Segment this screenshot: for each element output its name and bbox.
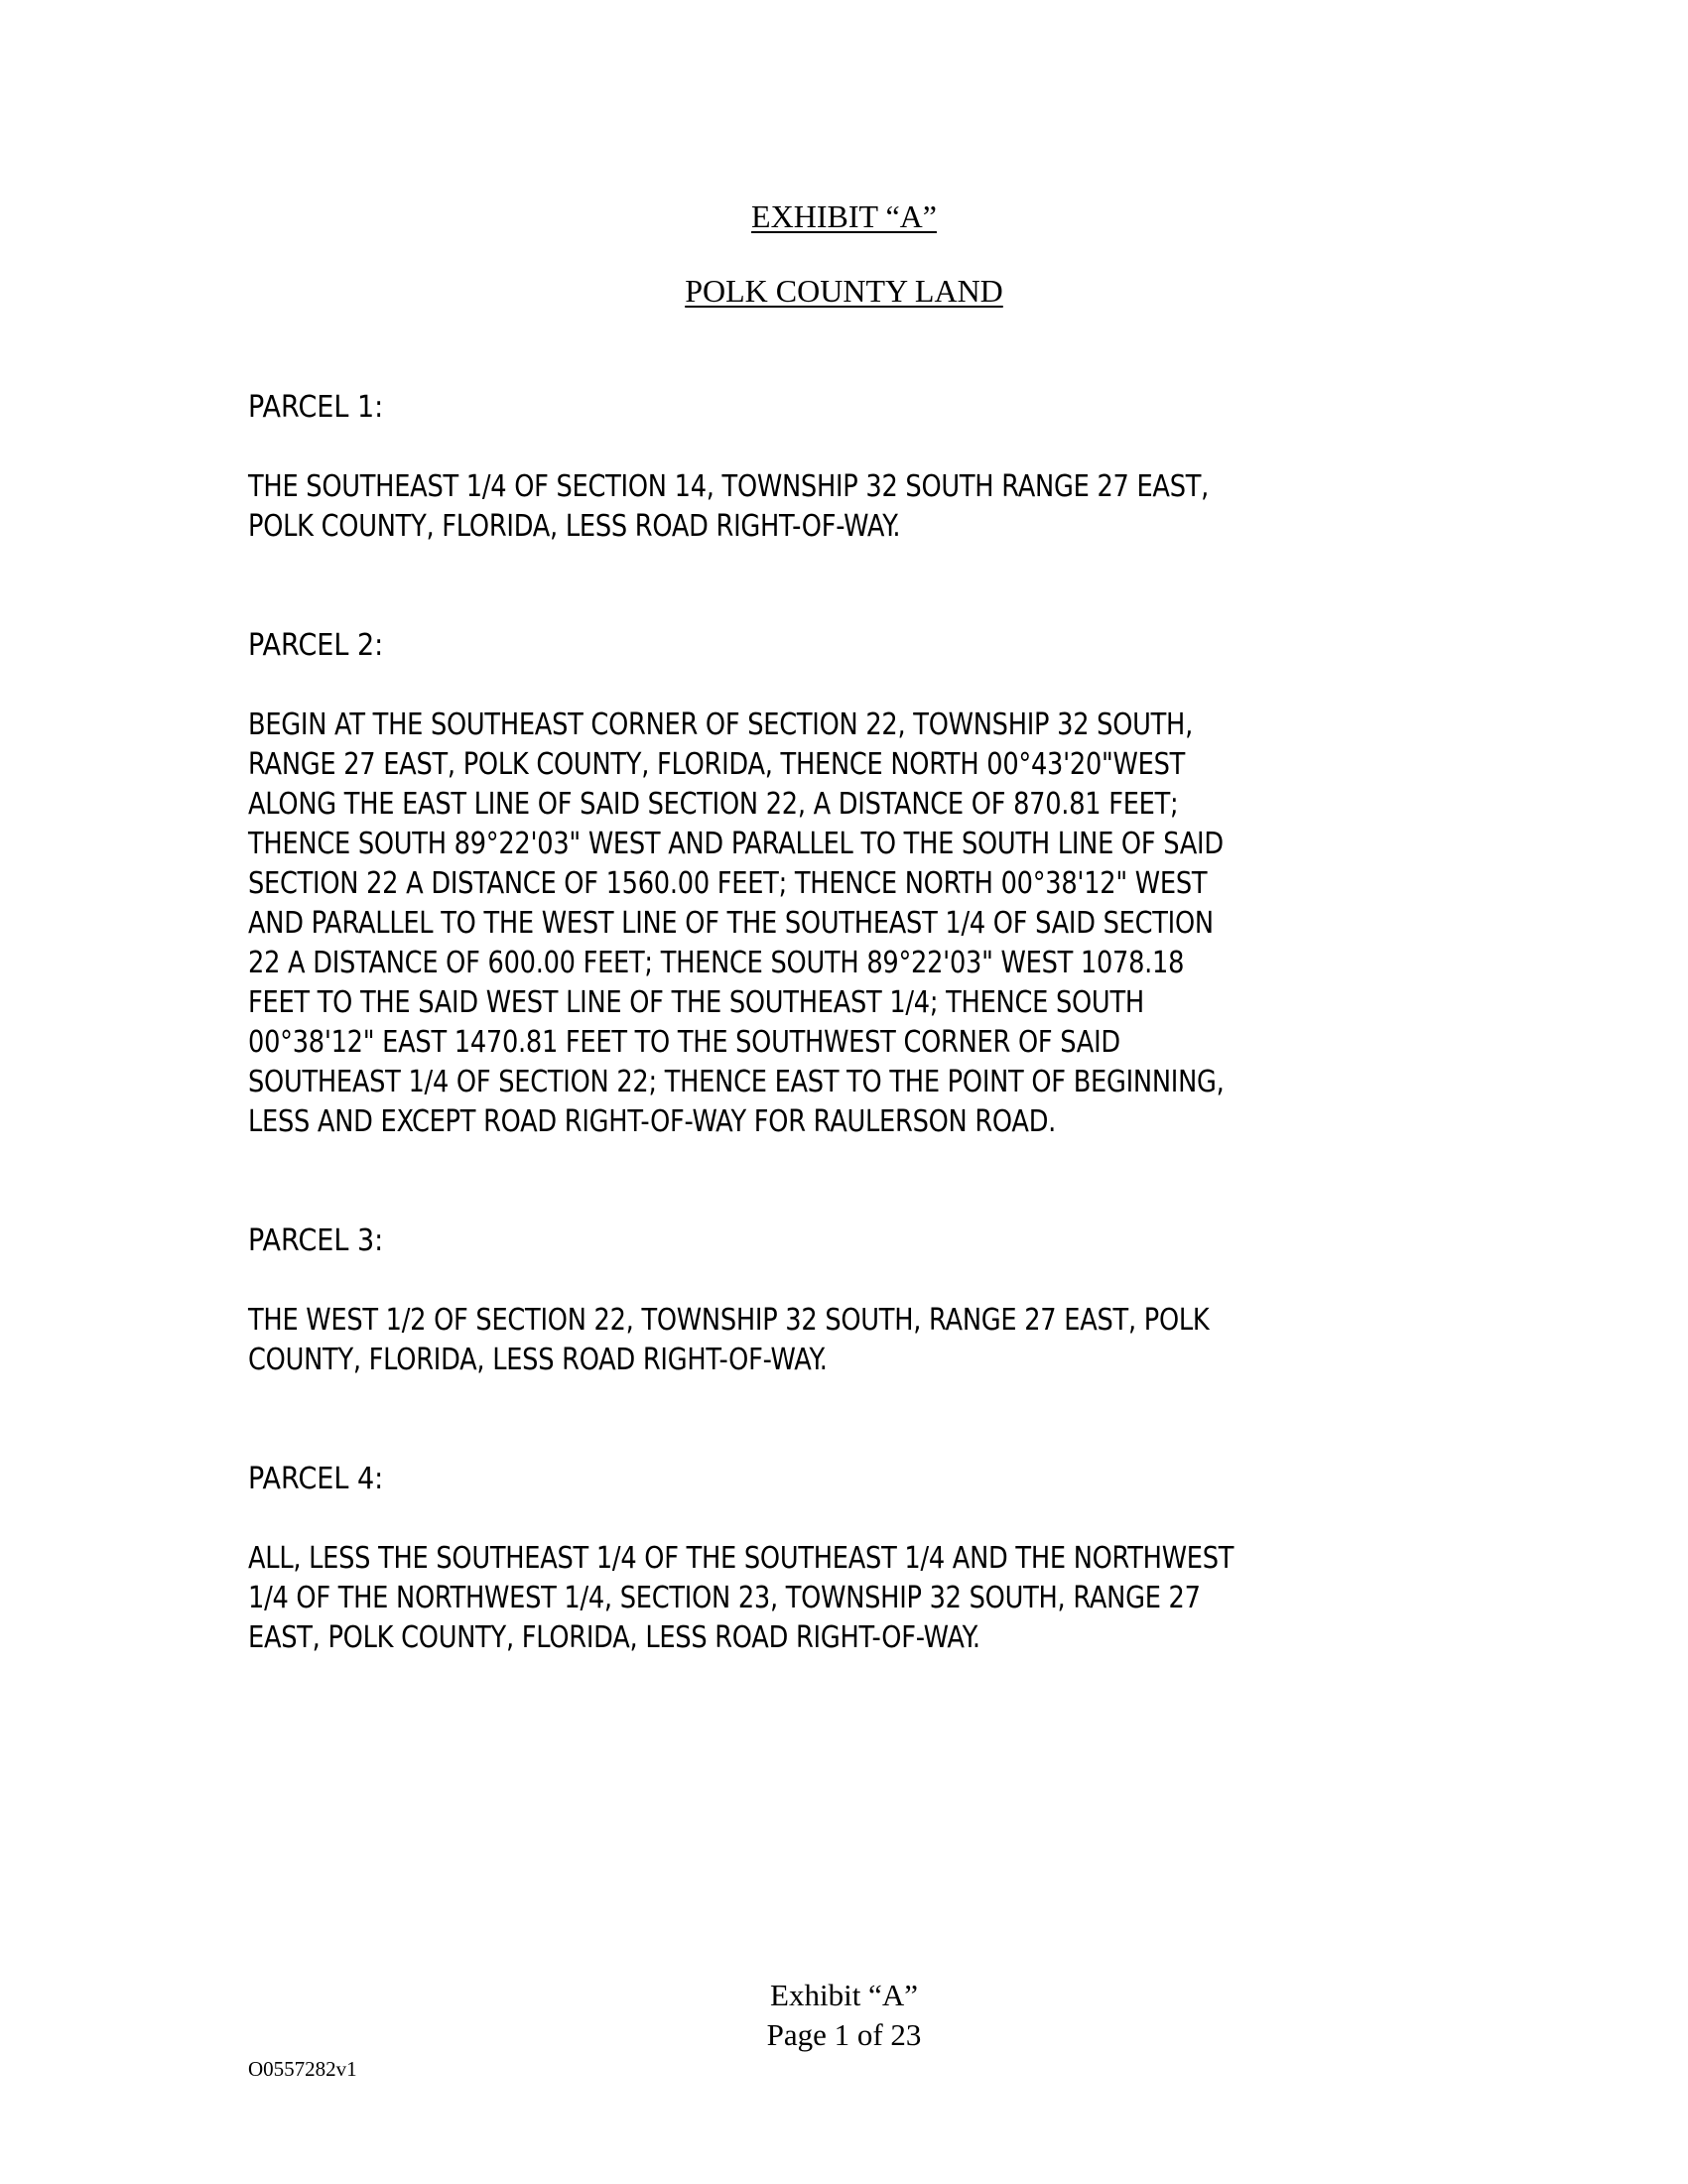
parcel-description-line: ALONG THE EAST LINE OF SAID SECTION 22, A DISTANCE OF 870.81 FEET; [248,787,1179,822]
parcel-description-line: LESS AND EXCEPT ROAD RIGHT-OF-WAY FOR RAULERSON ROAD. [248,1104,1057,1139]
exhibit-title-text: EXHIBIT “A” [751,198,937,234]
parcel-heading: PARCEL 2: [248,628,384,663]
parcel-heading: PARCEL 4: [248,1462,384,1496]
parcel-description-line: POLK COUNTY, FLORIDA, LESS ROAD RIGHT-OF-WAY. [248,509,901,544]
parcel-description-line: ALL, LESS THE SOUTHEAST 1/4 OF THE SOUTHEAST 1/4 AND THE NORTHWEST [248,1541,1234,1576]
parcel-description-line: FEET TO THE SAID WEST LINE OF THE SOUTHEAST 1/4; THENCE SOUTH [248,985,1144,1020]
parcel-description-line: THE SOUTHEAST 1/4 OF SECTION 14, TOWNSHIP 32 SOUTH RANGE 27 EAST, [248,469,1210,504]
parcel-description-line: BEGIN AT THE SOUTHEAST CORNER OF SECTION 22, TOWNSHIP 32 SOUTH, [248,707,1193,742]
document-subtitle [0,273,1688,309]
parcel-description-line: THE WEST 1/2 OF SECTION 22, TOWNSHIP 32 SOUTH, RANGE 27 EAST, POLK [248,1303,1210,1338]
footer-page-number: Page 1 of 23 [766,2017,922,2052]
parcel-description-line: SOUTHEAST 1/4 OF SECTION 22; THENCE EAST TO THE POINT OF BEGINNING, [248,1065,1225,1099]
parcel-description-line: RANGE 27 EAST, POLK COUNTY, FLORIDA, THENCE NORTH 00°43'20"WEST [248,747,1186,782]
parcel-heading: PARCEL 1: [248,390,384,425]
document-title [0,198,1688,234]
parcel-description-line: COUNTY, FLORIDA, LESS ROAD RIGHT-OF-WAY. [248,1343,828,1377]
parcel-description-line: 1/4 OF THE NORTHWEST 1/4, SECTION 23, TOWNSHIP 32 SOUTH, RANGE 27 [248,1581,1201,1615]
parcel-description-line: EAST, POLK COUNTY, FLORIDA, LESS ROAD RIGHT-OF-WAY. [248,1620,980,1655]
parcel-description-line: 00°38'12" EAST 1470.81 FEET TO THE SOUTHWEST CORNER OF SAID [248,1025,1120,1060]
parcel-description-line: 22 A DISTANCE OF 600.00 FEET; THENCE SOUTH 89°22'03" WEST 1078.18 [248,946,1185,980]
document-id: O0557282v1 [248,2057,357,2081]
parcel-description-line: AND PARALLEL TO THE WEST LINE OF THE SOUTHEAST 1/4 OF SAID SECTION [248,906,1214,941]
parcel-heading: PARCEL 3: [248,1223,384,1258]
parcel-description-line: THENCE SOUTH 89°22'03" WEST AND PARALLEL TO THE SOUTH LINE OF SAID [248,827,1224,861]
parcel-description-line: SECTION 22 A DISTANCE OF 1560.00 FEET; THENCE NORTH 00°38'12" WEST [248,866,1208,901]
footer-exhibit-label: Exhibit “A” [770,1978,918,2012]
county-land-subtitle-text: POLK COUNTY LAND [685,273,1003,309]
